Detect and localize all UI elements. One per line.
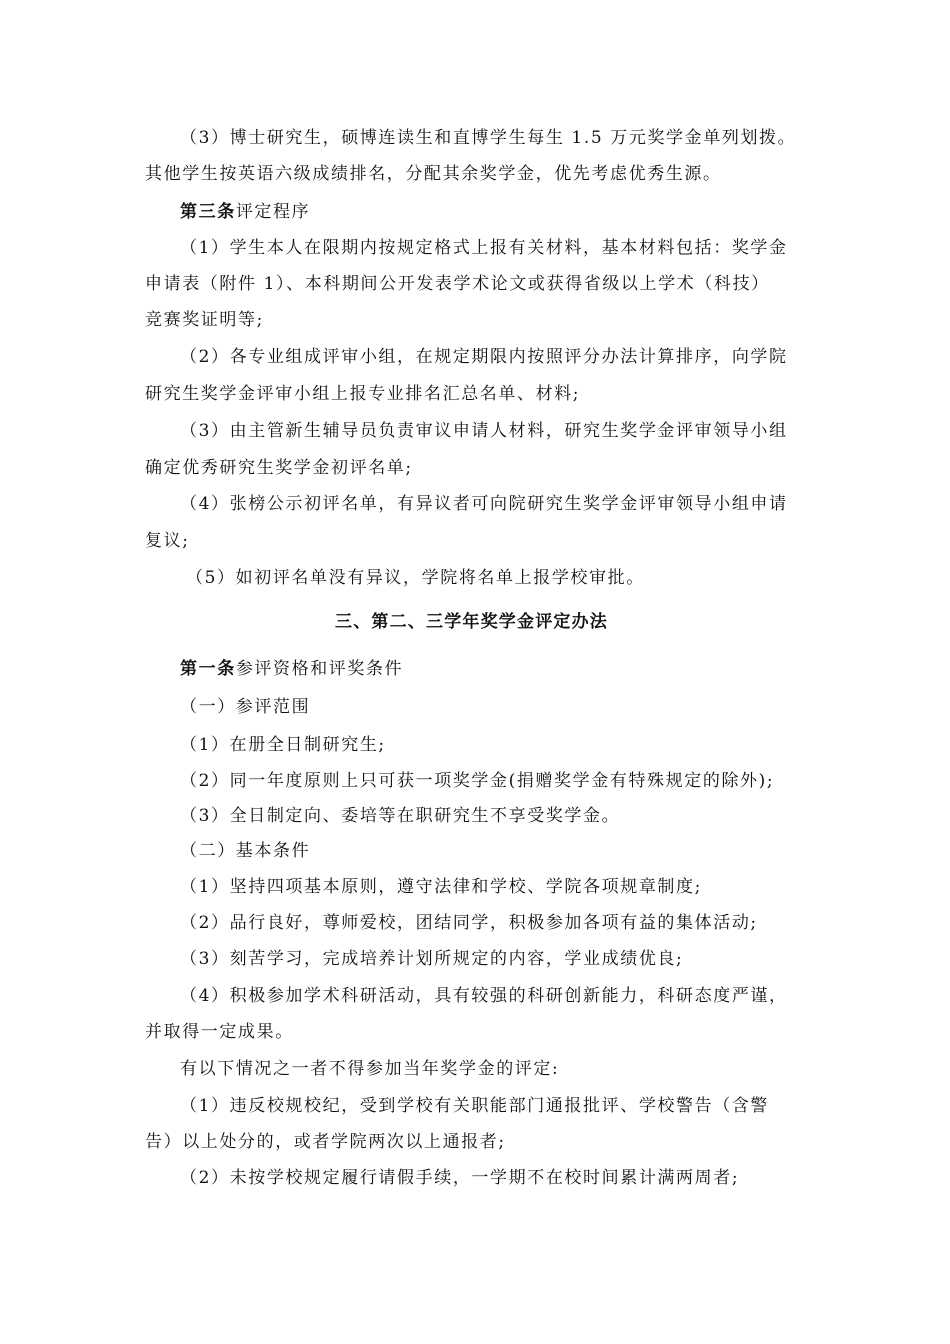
paragraph-line: （2）品行良好，尊师爱校，团结同学，积极参加各项有益的集体活动; [180,913,758,933]
article-label: 第三条 [180,202,236,222]
paragraph-line: （3）全日制定向、委培等在职研究生不享受奖学金。 [180,806,621,826]
paragraph-line: 其他学生按英语六级成绩排名，分配其余奖学金，优先考虑优秀生源。 [145,164,722,184]
paragraph-line: （1）在册全日制研究生; [180,735,386,755]
paragraph-line: （4）张榜公示初评名单，有异议者可向院研究生奖学金评审领导小组申请 [180,494,788,514]
paragraph-line: （2）同一年度原则上只可获一项奖学金(捐赠奖学金有特殊规定的除外); [180,771,775,791]
paragraph-line: （1）学生本人在限期内按规定格式上报有关材料，基本材料包括：奖学金 [180,238,788,258]
article-heading [180,201,310,223]
paragraph-line: （1）坚持四项基本原则，遵守法律和学校、学院各项规章制度; [180,877,702,897]
paragraph-line: 研究生奖学金评审小组上报专业排名汇总名单、材料; [145,384,581,404]
paragraph-line: （4）积极参加学术科研活动，具有较强的科研创新能力，科研态度严谨， [180,986,788,1006]
paragraph-line: 确定优秀研究生奖学金初评名单; [145,458,413,478]
paragraph-line: 复议; [145,531,190,551]
article-heading [180,658,403,680]
paragraph-line: 告）以上处分的，或者学院两次以上通报者; [145,1132,506,1152]
paragraph-line: 竞赛奖证明等; [145,310,264,330]
paragraph-line: 申请表（附件 1）、本科期间公开发表学术论文或获得省级以上学术（科技） [145,274,770,294]
paragraph-line: （2）未按学校规定履行请假手续，一学期不在校时间累计满两周者; [180,1168,740,1188]
paragraph-line: （二）基本条件 [180,841,311,861]
paragraph-line: （5）如初评名单没有异议，学院将名单上报学校审批。 [186,568,645,588]
paragraph-line: （1）违反校规校纪，受到学校有关职能部门通报批评、学校警告（含警 [180,1096,770,1116]
paragraph-line: （3）博士研究生，硕博连读生和直博学生每生 1.5 万元奖学金单列划拨。 [180,128,797,148]
article-title: 参评资格和评奖条件 [235,659,404,679]
article-title: 评定程序 [235,202,311,222]
section-heading: 三、第二、三学年奖学金评定办法 [335,612,608,632]
paragraph-line: （3）刻苦学习，完成培养计划所规定的内容，学业成绩优良; [180,949,684,969]
article-label: 第一条 [180,659,236,679]
paragraph-line: 有以下情况之一者不得参加当年奖学金的评定: [180,1059,560,1079]
paragraph-line: （3）由主管新生辅导员负责审议申请人材料，研究生奖学金评审领导小组 [180,421,788,441]
paragraph-line: 并取得一定成果。 [145,1022,294,1042]
paragraph-line: （一）参评范围 [180,697,311,717]
paragraph-line: （2）各专业组成评审小组，在规定期限内按照评分办法计算排序，向学院 [180,347,788,367]
